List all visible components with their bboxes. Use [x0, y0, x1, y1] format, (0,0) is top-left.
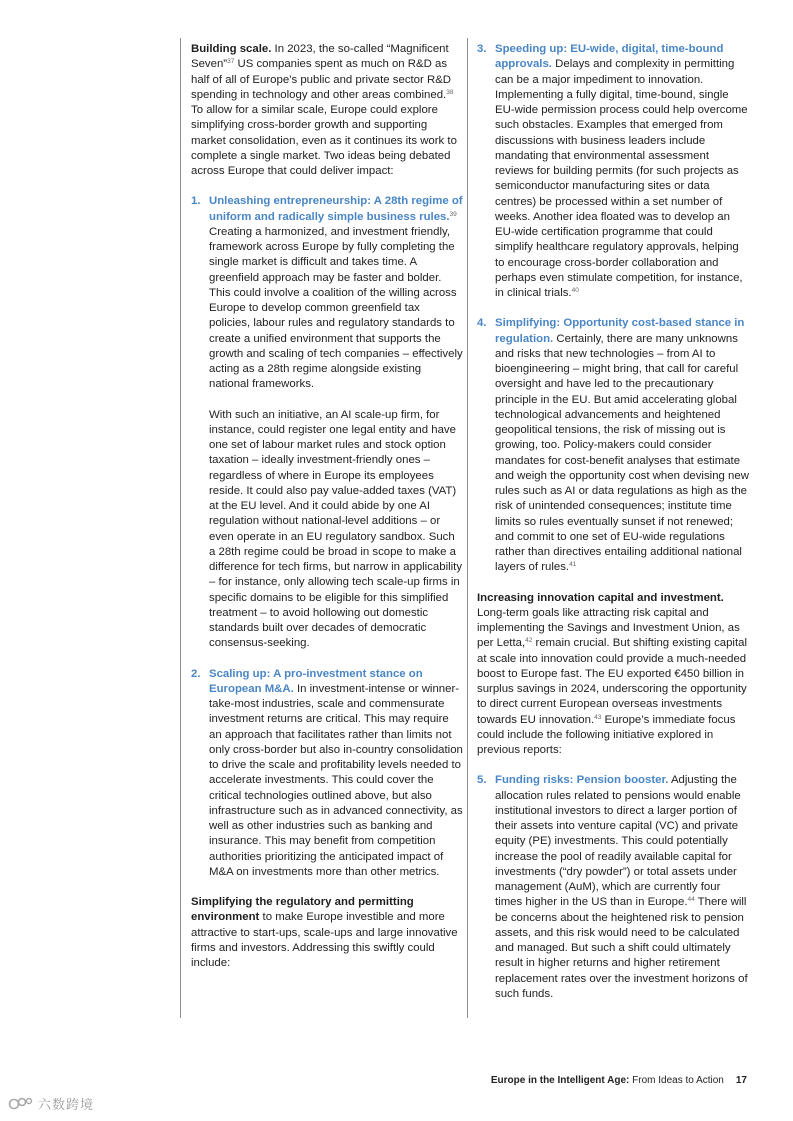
list-number: 5.: [477, 774, 487, 787]
item-body: There will be concerns about the heightened risk to pension assets, and this risk would need to be calculated and managed. But such a shift could ultimately result in higher returns and higher retirement replacement rates over the investment horizons of such funds.: [495, 896, 748, 1000]
text: remain crucial. But shifting existing capital at scale into innovation could provide a much-needed boost to Europe fast. The EU exported €450 billion in surplus savings in 2024, underscoring the opportunity to direct current European overseas investments towards EU innovation.: [477, 637, 747, 726]
watermark-logo-icon: [8, 1095, 34, 1113]
item-heading: Speeding up: EU-wide, digital, time-bound approvals.: [495, 43, 724, 71]
item-body: Certainly, there are many unknowns and risks that new technologies – from AI to bioengineering – might bring, that call for careful oversight and have led to the precautionary principle in the EU. But amid accelerating global technological advancements and heightened geopolitical tensions, the risk of missing out is growing, too. Policy-makers could consider mandates for cost-benefit analyses that estimate and weigh the opportunity cost when devising new rules such as AI or data regulations as high as the risk of unintended consequences; institute time limits so rules eventually sunset if not renewed; and commit to one set of EU-wide regulations rather than directives entailing additional national layers of rules.: [495, 332, 749, 574]
text: To allow for a similar scale, Europe could explore simplifying cross-border growth and supporting market consolidation, even as it continues its work to complete a single market. Two ideas being debated across Europe that could deliver impact:: [191, 104, 457, 177]
footnote-ref: 44: [687, 896, 695, 904]
simplifying-heading: Simplifying the regulatory and permitting environment: [191, 896, 414, 924]
footnote-ref: 42: [525, 637, 533, 645]
footer-title: Europe in the Intelligent Age:: [490, 1075, 630, 1086]
list-item-4: [477, 316, 749, 575]
page-number: 17: [735, 1075, 747, 1086]
list-number: 4.: [477, 317, 487, 330]
simplifying-paragraph: [191, 895, 463, 971]
item-body: Delays and complexity in permitting can be a major impediment to innovation. Implementing a fully digital, time-bound, single EU-wide permission process could help overcome such obstacles. Examples that emerged from discussions with business leaders include mandating that environmental assessment reviews for building permits (for such projects as semiconductor manufacturing sites or data centres) be processed within a set number of weeks. Another idea floated was to develop an EU-wide certification programme that could simplify healthcare regulatory approvals, helping to encourage cross-border collaboration and perhaps even stimulate competition, for instance, in clinical trials.: [495, 58, 748, 299]
footnote-ref: 38: [446, 88, 454, 96]
list-item-2: [191, 667, 463, 881]
footer-subtitle: From Ideas to Action: [629, 1075, 724, 1086]
item-heading: Funding risks: Pension booster.: [495, 774, 669, 787]
item-heading: Unleashing entrepreneurship: A 28th regime of uniform and radically simple business rules.: [209, 195, 463, 223]
left-column: [191, 42, 463, 971]
page-footer: [491, 1075, 747, 1086]
text: Long-term goals like attracting risk capital and implementing the Savings and Investment Union, as per Letta,: [477, 606, 740, 650]
list-number: 3.: [477, 43, 487, 55]
middle-column-rule: [467, 38, 468, 1018]
innovation-heading: Increasing innovation capital and investment.: [477, 591, 724, 604]
text: to make Europe investible and more attractive to start-ups, scale-ups and large innovative firms and investors. Addressing this swiftly could include:: [191, 911, 458, 969]
watermark: [8, 1094, 94, 1113]
left-column-rule: [180, 38, 181, 1018]
building-scale-heading: Building scale.: [191, 43, 272, 55]
list-number: 2.: [191, 667, 201, 680]
list-number: 1.: [191, 195, 201, 208]
watermark-text: 六数跨境: [38, 1098, 95, 1113]
list-item-1: [191, 194, 463, 651]
list-item-5: [477, 773, 749, 1002]
item-body-paragraph: With such an initiative, an AI scale-up firm, for instance, could register one legal entity and have one set of labour market rules and stock option taxation – ideally investment-friendly ones – regardless of where in Europe its employees reside. It could also pay value-added taxes (VAT) at the EU level. And it could abide by one AI regulation without national-level additions – or even operate in an EU regulatory sandbox. Such a 28th regime could be broad in scope to make a difference for tech firms, but narrow in applicability – for instance, only allowing tech scale-up firms in specific domains to be eligible for this simplified treatment – to avoid hollowing out domestic standards built over decades of democratic consensus-seeking.: [209, 408, 463, 650]
item-body: Creating a harmonized, and investment friendly, framework across Europe by fully completing the single market is difficult and takes time. A greenfield approach may be faster and bolder. This could involve a coalition of the willing across Europe to develop common greenfield tax policies, labour rules and regulatory standards to create a unified environment that supports the growth and scaling of tech companies – effectively acting as a 28th regime alongside existing national frameworks.: [209, 225, 463, 391]
item-heading: Simplifying: Opportunity cost-based stance in regulation.: [495, 317, 745, 345]
text: Europe’s immediate focus could include the following initiative explored in previous reports:: [477, 713, 736, 756]
list-item-3: [477, 42, 749, 301]
footnote-ref: 37: [227, 58, 235, 66]
footnote-ref: 41: [569, 561, 577, 569]
building-scale-paragraph: [191, 42, 463, 179]
text: US companies spent as much on R&D as half of all of Europe’s public and private sector R&D spending in technology and other areas combined.: [191, 58, 452, 101]
innovation-paragraph: [477, 591, 749, 759]
footnote-ref: 40: [571, 287, 579, 294]
item-body: Adjusting the allocation rules related to pensions would enable institutional investors to direct a larger portion of their assets into venture capital (VC) and private equity (PE) investments. This could potentially increase the pool of readily available capital for investments (“dry powder”) or total assets under management (AuM), which are currently four times higher in the US than in Europe.: [495, 774, 741, 909]
footnote-ref: 43: [594, 713, 602, 721]
text: In 2023, the so-called “Magnificent Seven”: [191, 43, 449, 71]
item-body: In investment-intense or winner-take-most industries, scale and commensurate investment returns are critical. This may require an approach that facilitates rather than limits not only cross-border but also in-country consolidation to drive the scale and profitability levels needed to accelerate investments. This could cover the critical technologies outlined above, but also infrastructure such as in advanced connectivity, as well as other industries such as banking and insurance. This may benefit from competition authorities prioritizing the anticipated impact of M&A on investments more than other metrics.: [209, 682, 463, 878]
right-column: [477, 42, 749, 1002]
item-heading: Scaling up: A pro-investment stance on European M&A.: [209, 667, 423, 695]
footnote-ref: 39: [449, 210, 457, 218]
